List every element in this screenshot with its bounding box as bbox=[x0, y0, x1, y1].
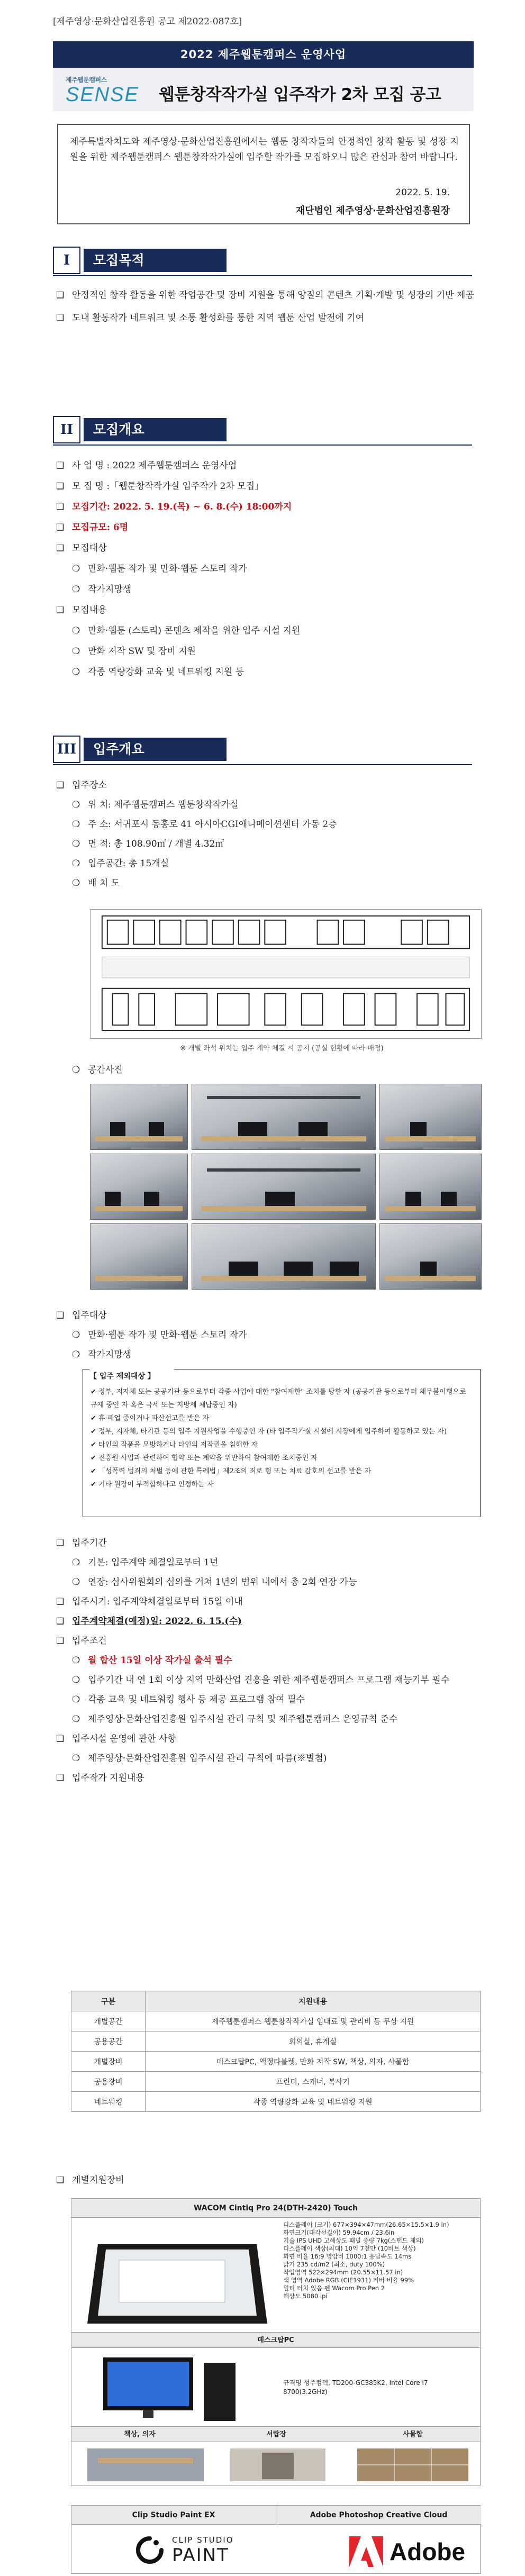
sense-logo bbox=[66, 75, 139, 106]
table-row: 개별장비 데스크탑PC, 액정타블렛, 만화 저작 SW, 책상, 의자, 사물함 bbox=[71, 2052, 481, 2072]
exclusion-box bbox=[83, 1369, 481, 1517]
exclusion-list bbox=[90, 1385, 474, 1491]
list-item: ❑ 입주기간 bbox=[56, 1535, 474, 1552]
floor-plan bbox=[90, 909, 482, 1039]
adobe-icon bbox=[349, 2536, 383, 2567]
circle-bullet-icon: ❍ bbox=[72, 800, 80, 810]
tablet-specs: 디스플레이 (크기) 677×394×47mm(26.65×15.5×1.9 in) 화면크기(대각선길이) 59.94cm / 23.6in 기술 IPS UHD 고해상도 패널 중량 7kg(스탠드 제외) 디스플레이 색상(최대) 10억 7천만 (10비트 색상) 화면 비율 16:9 명암비 1000:1 응답속도 14ms 밝기 235 cd/m2 (최소, duty 100%) 작업영역 522×294mm (20.55×11.57 in) 색 영역 Adobe RGB (CIE1931) 커버 비율 99% 멀티 터치 있음 펜 Wacom Pro Pen 2 해상도 5080 lpi bbox=[283, 2221, 449, 2300]
list-item: ❍ 만화·웹툰 (스토리) 콘텐츠 제작을 위한 입주 시설 지원 bbox=[56, 622, 474, 640]
list-item: ❑ 모 집 명 :「웹툰창작작가실 입주작가 2차 모집」 bbox=[56, 478, 474, 495]
section-1-body bbox=[56, 287, 474, 327]
office-photo bbox=[192, 1084, 376, 1150]
list-item: ❑ 입주조건 bbox=[56, 1632, 474, 1650]
circle-bullet-icon: ❍ bbox=[72, 667, 80, 677]
list-item: ❍ 작가지망생 bbox=[56, 581, 474, 598]
title-banner bbox=[53, 41, 474, 111]
table-header-row bbox=[71, 1991, 481, 2011]
list-item: ✔ 정부, 지자체 또는 공공기관 등으로부터 각종 사업에 대한 "참여제한" 조치를 당한 자 (공공기관 등으로부터 채무불이행으로 규제 중인 자 혹은 국세 또는 지방세 체납중인 자) bbox=[90, 1388, 466, 1409]
table-row: 공용공간 회의실, 휴게실 bbox=[71, 2031, 481, 2052]
checkbox-bullet-icon: ❑ bbox=[56, 522, 65, 533]
section-rule bbox=[53, 275, 472, 276]
intro-date: 2022. 5. 19. bbox=[395, 187, 450, 198]
list-item: ❍ 작가지망생 bbox=[56, 1346, 474, 1364]
section-label: 입주개요 bbox=[84, 738, 227, 761]
list-item: ❍ 연장: 심사위원회의 심의를 거쳐 1년의 범위 내에서 총 2회 연장 가능 bbox=[56, 1574, 474, 1591]
table-header: 구분 bbox=[71, 1991, 146, 2011]
circle-bullet-icon: ❍ bbox=[72, 1349, 80, 1360]
pc-photo bbox=[93, 2352, 262, 2423]
circle-bullet-icon: ❍ bbox=[72, 1714, 80, 1725]
circle-bullet-icon: ❍ bbox=[72, 1694, 80, 1705]
tablet-header: WACOM Cintiq Pro 24(DTH-2420) Touch bbox=[71, 2199, 480, 2218]
furniture-label: 사물함 bbox=[403, 2430, 423, 2438]
list-item: ✔ 기타 원장이 부적합하다고 인정하는 자 bbox=[90, 1481, 214, 1489]
circle-bullet-icon: ❍ bbox=[72, 1065, 80, 1075]
office-photo bbox=[90, 1223, 188, 1290]
equipment-panel bbox=[71, 2198, 481, 2486]
intro-org: 재단법인 제주영상·문화산업진흥원장 bbox=[295, 205, 450, 216]
list-item: ✔ 「성폭력 범죄의 처벌 등에 관한 특례법」제2조의 죄로 형 또는 치료 감호의 선고를 받은 자 bbox=[90, 1467, 371, 1475]
office-photo bbox=[379, 1223, 482, 1290]
section-3-terms bbox=[56, 1535, 474, 1787]
pc-header: 데스크탑PC bbox=[71, 2332, 480, 2348]
floor-plan-caption: ※ 개별 좌석 위치는 입주 계약 체결 시 공지 (공실 현황에 따라 배정) bbox=[180, 1045, 384, 1053]
circle-bullet-icon: ❍ bbox=[72, 584, 80, 595]
list-item: ❍ 입주기간 내 연 1회 이상 지역 만화산업 진흥을 위한 제주웹툰캠퍼스 프로그램 재능기부 필수 bbox=[56, 1672, 474, 1689]
list-item: ❍ 면 적: 총 108.90㎡ / 개별 4.32㎡ bbox=[56, 836, 474, 853]
notice-number: [제주영상·문화산업진흥원 공고 제2022-087호] bbox=[53, 16, 242, 27]
checkbox-bullet-icon: ❑ bbox=[56, 1636, 65, 1646]
list-item: ✔ 휴·폐업 중이거나 파산선고를 받은 자 bbox=[90, 1414, 210, 1422]
clip-studio-top: CLIP STUDIO bbox=[172, 2535, 234, 2545]
photo-section-label bbox=[56, 1062, 474, 1079]
circle-bullet-icon: ❍ bbox=[72, 625, 80, 636]
section-label: 모집개요 bbox=[84, 418, 227, 441]
adobe-wordmark: Adobe bbox=[390, 2538, 466, 2565]
pc-spec: 규격명 성주컴텍, TD200-GC385K2, Intel Core i7 8700(3.2GHz) bbox=[283, 2379, 428, 2396]
list-item: ❑ 입주장소 bbox=[56, 777, 474, 794]
checkbox-bullet-icon: ❑ bbox=[56, 605, 65, 615]
list-item: ❍ 기본: 입주계약 체결일로부터 1년 bbox=[56, 1554, 474, 1572]
list-item: ❑ 사 업 명 : 2022 제주웹툰캠퍼스 운영사업 bbox=[56, 457, 474, 475]
checkbox-bullet-icon: ❑ bbox=[56, 1538, 65, 1548]
logo-main-text: SENSE bbox=[66, 84, 139, 106]
checkbox-bullet-icon: ❑ bbox=[56, 502, 65, 512]
table-row: 개별공간 제주웹툰캠퍼스 웹툰창작작가실 임대료 및 관리비 등 무상 지원 bbox=[71, 2011, 481, 2031]
list-item: ❑ 모집내용 bbox=[56, 602, 474, 619]
page-title: 웹툰창작작가실 입주작가 2차 모집 공고 bbox=[159, 85, 441, 104]
sw-header: Clip Studio Paint EX bbox=[71, 2506, 276, 2525]
section-number: I bbox=[53, 247, 80, 274]
section-number: II bbox=[53, 416, 80, 443]
list-item: ❑ 입주작가 지원내용 bbox=[56, 1770, 474, 1787]
intro-text: 제주특별자치도와 제주영상·문화산업진흥원에서는 웹툰 창작자들의 안정적인 창작 활동 및 성장 지원을 위한 제주웹툰캠퍼스 웹툰창작작가실에 입주할 작가를 모집하오니 많은 관심과 참여 바랍니다. bbox=[70, 137, 459, 162]
list-item: ❍ 제주영상·문화산업진흥원 입주시설 관리 규칙 및 제주웹툰캠퍼스 운영규칙 준수 bbox=[56, 1711, 474, 1728]
checkbox-bullet-icon: ❑ bbox=[56, 1597, 65, 1607]
list-item: ✔ 타인의 작품을 모방하거나 타인의 저작권을 침해한 자 bbox=[90, 1441, 258, 1449]
logo-top-text: 제주웹툰캠퍼스 bbox=[66, 76, 107, 84]
checkbox-bullet-icon: ❑ bbox=[56, 2175, 65, 2185]
list-item: ❍ 입주공간: 총 15개실 bbox=[56, 855, 474, 873]
list-item: ❍ 월 합산 15일 이상 작가실 출석 필수 bbox=[56, 1652, 474, 1670]
list-item: ❑ 도내 활동작가 네트워크 및 소통 활성화를 통한 지역 웹툰 산업 발전에 기여 bbox=[56, 310, 474, 327]
list-item: ❍ 만화·웹툰 작가 및 만화·웹툰 스토리 작가 bbox=[56, 1327, 474, 1344]
section-rule bbox=[53, 445, 472, 446]
list-item: ❍ 제주영상·문화산업진흥원 입주시설 관리 규칙에 따름(※별첨) bbox=[56, 1750, 474, 1767]
circle-bullet-icon: ❍ bbox=[72, 878, 80, 888]
section-2-body bbox=[56, 457, 474, 681]
floor-plan-cells bbox=[107, 920, 449, 945]
checkbox-bullet-icon: ❑ bbox=[56, 1734, 65, 1744]
list-item: ❑ 입주시기: 입주계약체결일로부터 15일 이내 bbox=[56, 1593, 474, 1611]
checkbox-bullet-icon: ❑ bbox=[56, 290, 65, 301]
circle-bullet-icon: ❍ bbox=[72, 1675, 80, 1685]
list-item: ❍ 배 치 도 bbox=[56, 875, 474, 892]
support-table bbox=[71, 1991, 481, 2112]
furniture-photos bbox=[77, 2445, 476, 2483]
circle-bullet-icon: ❍ bbox=[72, 839, 80, 849]
list-item: ❑ 모집기간: 2022. 5. 19.(목) ~ 6. 8.(수) 18:00까지 bbox=[56, 498, 474, 516]
section-number: III bbox=[53, 736, 80, 763]
adobe-logo bbox=[349, 2534, 487, 2569]
section-heading-3 bbox=[53, 736, 238, 763]
section-heading-2 bbox=[53, 416, 238, 443]
office-photo bbox=[90, 1154, 188, 1220]
checkbox-bullet-icon: ❑ bbox=[56, 460, 65, 471]
software-panel bbox=[71, 2505, 481, 2574]
checkbox-bullet-icon: ❑ bbox=[56, 1310, 65, 1321]
list-item: ✔ 정부, 지자체, 타기관 등의 입주 지원사업을 수행중인 자 (타 입주작가실 시설에 시장에게 입주하여 활동하고 있는 자) bbox=[90, 1428, 447, 1436]
table-row: 공용장비 프린터, 스캐너, 복사기 bbox=[71, 2072, 481, 2092]
list-item: ❍ 각종 교육 및 네트워킹 행사 등 제공 프로그램 참여 필수 bbox=[56, 1691, 474, 1709]
clip-studio-logo bbox=[135, 2532, 241, 2569]
section-label: 모집목적 bbox=[84, 249, 227, 272]
table-header: 지원내용 bbox=[146, 1991, 481, 2011]
circle-bullet-icon: ❍ bbox=[72, 1655, 80, 1666]
checkbox-bullet-icon: ❑ bbox=[56, 543, 65, 554]
list-item: ❍ 각종 역량강화 교육 및 네트워킹 지원 등 bbox=[56, 664, 474, 681]
section-3-place bbox=[56, 777, 474, 892]
section-rule bbox=[53, 764, 472, 765]
tablet-photo bbox=[82, 2223, 273, 2329]
checkbox-bullet-icon: ❑ bbox=[56, 481, 65, 492]
circle-bullet-icon: ❍ bbox=[72, 819, 80, 830]
list-item: ❍ 주 소: 서귀포시 동홍로 41 아시아CGI애니메이션센터 가동 2층 bbox=[56, 816, 474, 833]
list-item: ❑ 안정적인 창작 활동을 위한 작업공간 및 장비 지원을 통해 양질의 콘텐츠 기획·개발 및 성장의 기반 제공 bbox=[56, 287, 474, 304]
list-item: ❍ 공간사진 bbox=[56, 1062, 474, 1079]
list-item: ❑ 입주계약체결(예정)일: 2022. 6. 15.(수) bbox=[56, 1613, 474, 1630]
office-photo bbox=[90, 1084, 188, 1150]
circle-bullet-icon: ❍ bbox=[72, 1557, 80, 1568]
clip-studio-main: PAINT bbox=[172, 2545, 229, 2566]
circle-bullet-icon: ❍ bbox=[72, 646, 80, 657]
equip-label bbox=[56, 2172, 474, 2189]
space-photos bbox=[90, 1084, 482, 1290]
checkbox-bullet-icon: ❑ bbox=[56, 780, 65, 791]
list-item: ❑ 입주시설 운영에 관한 사항 bbox=[56, 1730, 474, 1748]
office-photo bbox=[379, 1084, 482, 1150]
list-item: ❑ 개별지원장비 bbox=[56, 2172, 474, 2189]
list-item: ❍ 위 치: 제주웹툰캠퍼스 웹툰창작작가실 bbox=[56, 796, 474, 814]
checkbox-bullet-icon: ❑ bbox=[56, 1773, 65, 1783]
circle-bullet-icon: ❍ bbox=[72, 1753, 80, 1764]
circle-bullet-icon: ❍ bbox=[72, 858, 80, 869]
circle-bullet-icon: ❍ bbox=[72, 1330, 80, 1340]
furniture-label: 책상, 의자 bbox=[124, 2430, 156, 2438]
list-item: ❍ 만화 저작 SW 및 장비 지원 bbox=[56, 643, 474, 660]
list-item: ❑ 모집대상 bbox=[56, 540, 474, 557]
furniture-header bbox=[71, 2426, 480, 2442]
list-item: ❑ 모집규모: 6명 bbox=[56, 519, 474, 537]
intro-box bbox=[57, 124, 470, 224]
section-heading-1 bbox=[53, 247, 238, 274]
section-3-target bbox=[56, 1307, 474, 1364]
table-row: 네트워킹 각종 역량강화 교육 및 네트워킹 지원 bbox=[71, 2092, 481, 2112]
clip-studio-icon bbox=[135, 2535, 165, 2565]
exclusion-head: 【 입주 제외대상 】 bbox=[89, 1369, 174, 1384]
office-photo bbox=[192, 1154, 376, 1220]
sw-header: Adobe Photoshop Creative Cloud bbox=[276, 2506, 481, 2525]
furniture-label: 서랍장 bbox=[266, 2430, 286, 2438]
circle-bullet-icon: ❍ bbox=[72, 564, 80, 574]
office-photo bbox=[192, 1223, 376, 1290]
checkbox-bullet-icon: ❑ bbox=[56, 1616, 65, 1627]
circle-bullet-icon: ❍ bbox=[72, 1577, 80, 1588]
list-item: ❍ 만화·웹툰 작가 및 만화·웹툰 스토리 작가 bbox=[56, 560, 474, 578]
list-item: ✔ 진흥원 사업과 관련하여 협약 또는 계약을 위반하여 참여제한 조치중인 자 bbox=[90, 1454, 318, 1462]
list-item: ❑ 입주대상 bbox=[56, 1307, 474, 1325]
checkbox-bullet-icon: ❑ bbox=[56, 313, 65, 323]
office-photo bbox=[379, 1154, 482, 1220]
banner-top-label: 2022 제주웹툰캠퍼스 운영사업 bbox=[53, 41, 474, 68]
